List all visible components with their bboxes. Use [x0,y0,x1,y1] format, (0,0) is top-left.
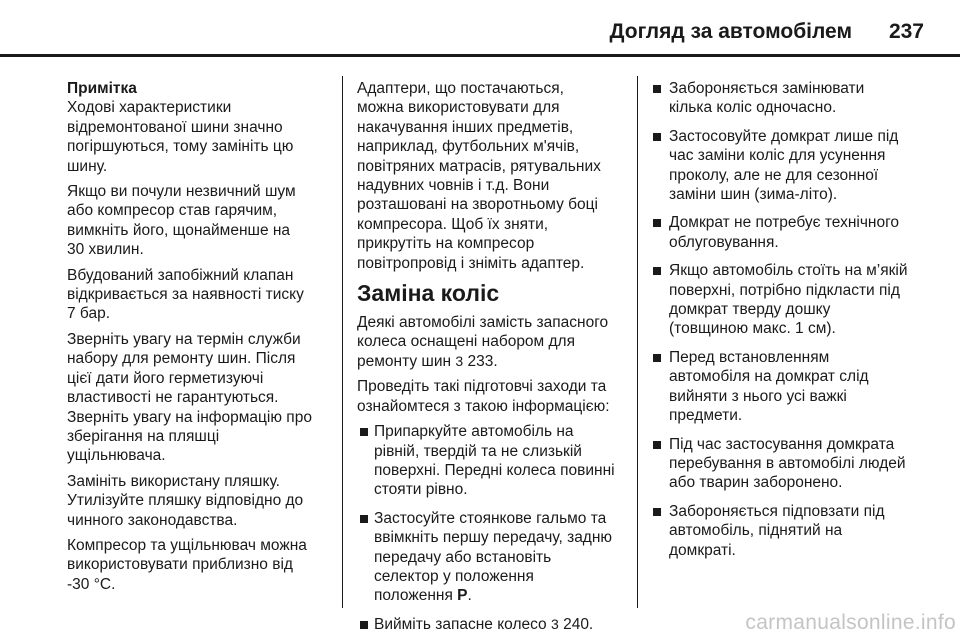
list-item: Застосовуйте домкрат лише під час заміни коліс для усунення проколу, але не для сезонної заміни шин (зима-літо). [650,127,930,205]
column-2 [357,79,625,642]
bullet-icon [653,441,661,449]
gear-position-p: P [457,587,468,605]
page-header [0,0,960,58]
page-number: 237 [888,20,924,43]
column-1-paragraphs [67,182,335,594]
page-reference-icon[interactable]: 3 [550,615,559,632]
note-block [67,79,335,176]
list-item: Застосуйте стоянкове гальмо та ввімкніть першу передачу, задню передачу або встановіть селектор у положення положення P. [357,509,625,606]
list-item: Під час застосування домкрата перебування в автомобілі людей або тварин заборонено. [650,435,930,493]
bullet-icon [653,354,661,362]
jack-safety-list [650,79,930,560]
column-divider-left [342,76,343,608]
list-item: Вийміть запасне колесо 3 240. [357,615,625,634]
page-reference[interactable]: 240. [558,615,594,633]
bullet-icon [653,267,661,275]
page-reference[interactable]: 233. [463,352,498,370]
spare-wheel-paragraph: Деякі автомобілі замість запасного колеса оснащені набором для ремонту шин 3 233. [357,314,609,370]
paragraph: Замініть використану пляшку. Утилізуйте пляшку відповідно до чинного законодавства. [67,472,304,529]
list-item: Припаркуйте автомобіль на рівній, твердій та не слизькій поверхні. Передні колеса повинні стояти рівно. [357,422,625,500]
paragraph: Компресор та ущільнювач можна використовувати приблизно від -30 °С. [67,536,307,593]
column-1 [67,79,335,600]
adapter-paragraph: Адаптери, що постачаються, можна використовувати для накачування інших предметів, наприклад, футбольних м'ячів, повітряних матрасів, рятувальних надувних човнів і т.д. Вони розташовані на зворотньому боці компресора. Щоб їх зняти, прикрутіть на компресор повітропровід і зніміть адаптер. [357,80,601,272]
note-text: Ходові характеристики відремонтованої шини значно погіршуються, тому замініть цю шину. [67,99,294,175]
bullet-icon [360,621,368,629]
bullet-icon [360,428,368,436]
bullet-icon [653,85,661,93]
bullet-icon [653,219,661,227]
paragraph: Вбудований запобіжний клапан відкривається за наявності тиску 7 бар. [67,266,304,323]
section-heading: Заміна коліс [357,280,500,307]
list-item: Перед встановленням автомобіля на домкрат слід вийняти з нього усі важкі предмети. [650,348,930,426]
paragraph: Якщо ви почули незвичний шум або компресор став гарячим, вимкніть його, щонайменше на 30 хвилин. [67,183,296,259]
watermark: carmanualsonline.info [745,611,956,634]
column-divider-right [637,76,638,608]
page-reference-icon[interactable]: 3 [455,352,464,369]
column-3 [650,79,930,569]
preparation-list [357,422,625,634]
list-item: Забороняється підповзати під автомобіль, піднятий на домкраті. [650,502,930,560]
paragraph: Зверніть увагу на термін служби набору для ремонту шин. Після цієї дати його герметизуючі властивості не гарантуються. Зверніть увагу на інформацію про зберігання на пляшці ущільнювача. [67,330,312,465]
list-item: Забороняється замінювати кілька коліс одночасно. [650,79,930,118]
bullet-icon [653,508,661,516]
page-title: Догляд за автомобілем [609,20,852,43]
preparation-paragraph: Проведіть такі підготовчі заходи та ознайомтеся з такою інформацією: [357,378,610,415]
bullet-icon [360,515,368,523]
list-item: Домкрат не потребує технічного облуговування. [650,213,930,252]
list-item: Якщо автомобіль стоїть на м’якій поверхні, потрібно підкласти під домкрат тверду дошку (товщиною макс. 1 см). [650,261,930,339]
note-title: Примітка [67,80,137,97]
bullet-icon [653,133,661,141]
header-rule [0,54,960,57]
